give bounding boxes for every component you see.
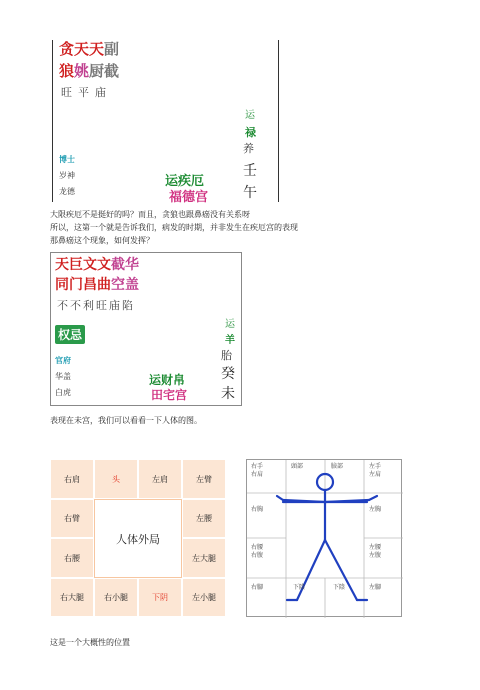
grid-cell-left-shoulder: 左肩 bbox=[138, 459, 182, 499]
caption-text: 这是一个大概性的位置 bbox=[50, 638, 130, 647]
astrology-chart-2 bbox=[50, 252, 242, 406]
chart1-row2 bbox=[59, 62, 119, 80]
chart2-row2 bbox=[55, 277, 139, 294]
palace-name: 疾厄 bbox=[178, 174, 205, 189]
body-outer-layout-grid bbox=[50, 459, 226, 617]
grid-cell-right-waist: 右腰 bbox=[50, 538, 94, 578]
star-char: 天 bbox=[74, 40, 90, 58]
paragraph-line: 大限疾厄不是挺好的吗？而且，贪狼也跟鼻癌没有关系呀 bbox=[50, 210, 250, 219]
chart1-row1 bbox=[59, 40, 119, 58]
grid-cell-right-thigh: 右大腿 bbox=[50, 578, 94, 617]
fig-label-genitals-1: 下陰 bbox=[293, 584, 306, 591]
fig-label-face: 臉部 bbox=[331, 463, 344, 470]
star-char: 天 bbox=[55, 257, 69, 273]
brightness-char: 陷 bbox=[122, 299, 135, 312]
fig-label-right-chest: 右胸 bbox=[251, 506, 264, 513]
chart2-tai: 胎 bbox=[221, 349, 232, 362]
star-char: 门 bbox=[69, 277, 83, 293]
grid-cell-genitals: 下阴 bbox=[138, 578, 182, 617]
fig-label-left-foot: 左腳 bbox=[369, 584, 382, 591]
grid-cell-left-thigh: 左大腿 bbox=[182, 538, 226, 578]
grid-cell-head: 头 bbox=[94, 459, 138, 499]
fig-label-text: 右手 右肩 bbox=[251, 463, 264, 478]
palace-prefix: 运 bbox=[149, 373, 162, 387]
chart1-yang: 养 bbox=[243, 142, 254, 155]
grid-cell-right-arm: 右臂 bbox=[50, 499, 94, 538]
fig-label-left-waist: 左腰 左腹 bbox=[369, 544, 382, 559]
chart2-palace-line2: 田宅宫 bbox=[151, 388, 188, 402]
chart1-yun-label: 运 bbox=[245, 110, 255, 121]
paragraph-line: 表现在未宫，我们可以看看一下人体的图。 bbox=[50, 416, 202, 425]
chart2-yang: 羊 bbox=[225, 335, 235, 346]
fig-label-head: 頭部 bbox=[291, 463, 304, 470]
star-char: 同 bbox=[55, 277, 69, 293]
chart1-row3 bbox=[61, 84, 112, 100]
brightness-char: 旺 bbox=[61, 86, 78, 99]
brightness-char: 平 bbox=[78, 86, 95, 99]
star-char: 文 bbox=[97, 257, 111, 273]
body-stick-figure-diagram bbox=[246, 459, 402, 617]
grid-cell-right-calf: 右小腿 bbox=[94, 578, 138, 617]
grid-cell-left-calf: 左小腿 bbox=[182, 578, 226, 617]
star-char: 天 bbox=[89, 40, 105, 58]
star-char: 截 bbox=[111, 257, 125, 273]
star-char: 截 bbox=[104, 62, 120, 80]
grid-cell-right-shoulder: 右肩 bbox=[50, 459, 94, 499]
fig-label-right-waist: 右腰 右腹 bbox=[251, 544, 264, 559]
chart2-gui: 癸 bbox=[221, 366, 235, 382]
astrology-chart-1 bbox=[52, 40, 279, 205]
chart2-wei: 未 bbox=[221, 386, 235, 402]
paragraph-line: 那鼻癌这个现象，如何发挥？ bbox=[50, 236, 154, 245]
chart2-baihu: 白虎 bbox=[55, 388, 71, 397]
chart1-wu: 午 bbox=[243, 185, 257, 201]
fig-label-right-foot: 右腳 bbox=[251, 584, 264, 591]
chart1-suishen: 岁神 bbox=[59, 171, 75, 180]
chart1-boshi: 博士 bbox=[59, 155, 75, 164]
star-char: 副 bbox=[104, 40, 120, 58]
palace-name: 财帛 bbox=[161, 373, 186, 387]
grid-cell-left-waist: 左腰 bbox=[182, 499, 226, 538]
palace-prefix: 运 bbox=[165, 174, 179, 189]
grid-center-title: 人体外局 bbox=[95, 500, 181, 577]
fig-label-left-hand: 左手 左肩 bbox=[369, 463, 382, 478]
chart2-guanfu: 官府 bbox=[55, 356, 71, 365]
chart2-huagai: 华盖 bbox=[55, 372, 71, 381]
star-char: 曲 bbox=[97, 277, 111, 293]
star-char: 文 bbox=[83, 257, 97, 273]
star-char: 巨 bbox=[69, 257, 83, 273]
chart1-palace-line2: 福德宫 bbox=[169, 190, 209, 205]
paragraph-line: 所以，这第一个就是告诉我们，病发的时期，并非发生在疾厄宫的表现 bbox=[50, 223, 298, 232]
brightness-char: 庙 bbox=[109, 299, 122, 312]
grid-cell-left-arm: 左臂 bbox=[182, 459, 226, 499]
star-char: 盖 bbox=[125, 277, 139, 293]
star-char: 空 bbox=[111, 277, 125, 293]
star-char: 华 bbox=[125, 257, 139, 273]
fig-label-left-chest: 左胸 bbox=[369, 506, 382, 513]
brightness-char: 不 bbox=[57, 299, 70, 312]
brightness-char: 利 bbox=[83, 299, 96, 312]
chart2-yun-label: 运 bbox=[225, 319, 235, 330]
fig-label-genitals-2: 下陰 bbox=[333, 584, 346, 591]
chart1-ren: 壬 bbox=[243, 163, 257, 179]
star-char: 姚 bbox=[74, 62, 90, 80]
stick-figure-svg bbox=[247, 460, 403, 618]
chart1-lu: 禄 bbox=[245, 126, 256, 139]
fig-label-right-hand bbox=[251, 463, 263, 479]
star-char: 贪 bbox=[59, 40, 75, 58]
chart1-longde: 龙德 bbox=[59, 187, 75, 196]
quan-ji-badge: 权忌 bbox=[55, 325, 85, 344]
brightness-char: 庙 bbox=[95, 86, 112, 99]
chart2-row1 bbox=[55, 257, 139, 274]
brightness-char: 不 bbox=[70, 299, 83, 312]
brightness-char: 旺 bbox=[96, 299, 109, 312]
star-char: 昌 bbox=[83, 277, 97, 293]
star-char: 狼 bbox=[59, 62, 75, 80]
star-char: 厨 bbox=[89, 62, 105, 80]
chart2-row3 bbox=[57, 297, 135, 313]
